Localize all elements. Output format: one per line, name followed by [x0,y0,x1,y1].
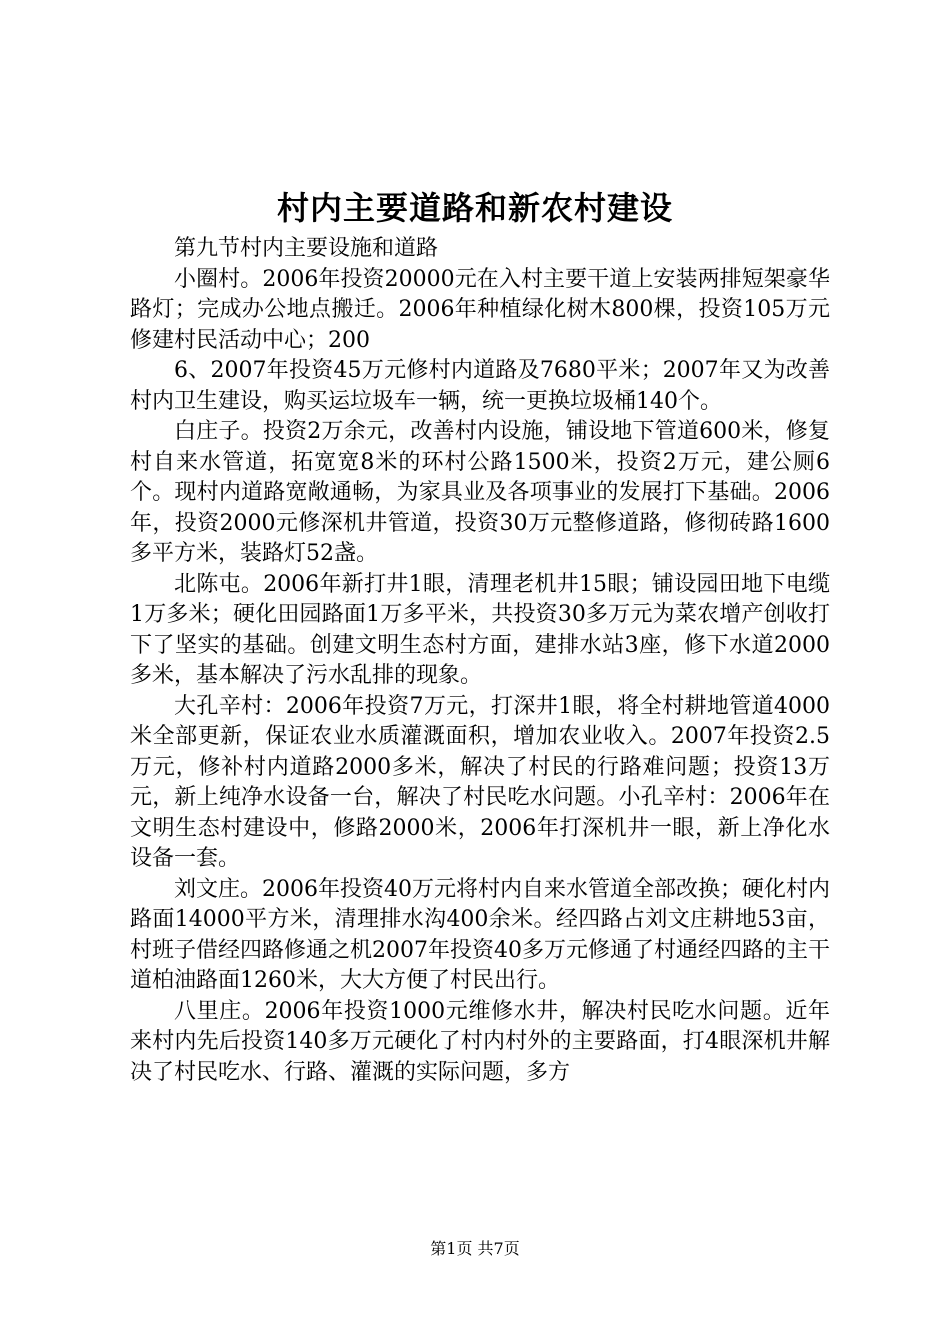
paragraph: 小圈村。2006年投资20000元在入村主要干道上安装两排短架豪华路灯；完成办公地点搬迁。2006年种植绿化树木800棵，投资105万元修建村民活动中心；200 [130,266,830,353]
section-heading: 第九节村内主要设施和道路 [174,236,439,261]
document-body [130,234,830,1088]
paragraph: 八里庄。2006年投资1000元维修水井，解决村民吃水问题。近年来村内先后投资140多万元硬化了村内村外的主要路面，打4眼深机井解决了村民吃水、行路、灌溉的实际问题，多方 [130,998,830,1085]
paragraph: 白庄子。投资2万余元，改善村内设施，铺设地下管道600米，修复村自来水管道，拓宽宽8米的环村公路1500米，投资2万元，建公厕6个。现村内道路宽敞通畅，为家具业及各项事业的发展打下基础。2006年，投资2000元修深机井管道，投资30万元整修道路，修彻砖路1600多平方米，装路灯52盏。 [130,419,830,566]
page-number-footer: 第1页 共7页 [430,1239,520,1258]
paragraph: 刘文庄。2006年投资40万元将村内自来水管道全部改换；硬化村内路面14000平方米，清理排水沟400余米。经四路占刘文庄耕地53亩，村班子借经四路修通之机2007年投资40多万元修通了村通经四路的主干道柏油路面1260米，大大方便了村民出行。 [130,876,830,993]
paragraph: 北陈屯。2006年新打井1眼，清理老机井15眼；铺设园田地下电缆1万多米；硬化田园路面1万多平米，共投资30多万元为菜农增产创收打下了坚实的基础。创建文明生态村方面，建排水站3座，修下水道2000多米，基本解决了污水乱排的现象。 [130,571,830,688]
paragraph: 6、2007年投资45万元修村内道路及7680平米；2007年又为改善村内卫生建设，购买运垃圾车一辆，统一更换垃圾桶140个。 [130,358,830,414]
paragraph: 大孔辛村：2006年投资7万元，打深井1眼，将全村耕地管道4000米全部更新，保证农业水质灌溉面积，增加农业收入。2007年投资2.5万元，修补村内道路2000多米，解决了村民的行路难问题；投资13万元，新上纯净水设备一台，解决了村民吃水问题。小孔辛村：2006年在文明生态村建设中，修路2000米，2006年打深机井一眼，新上净化水设备一套。 [130,693,830,871]
document-title: 村内主要道路和新农村建设 [276,189,673,227]
